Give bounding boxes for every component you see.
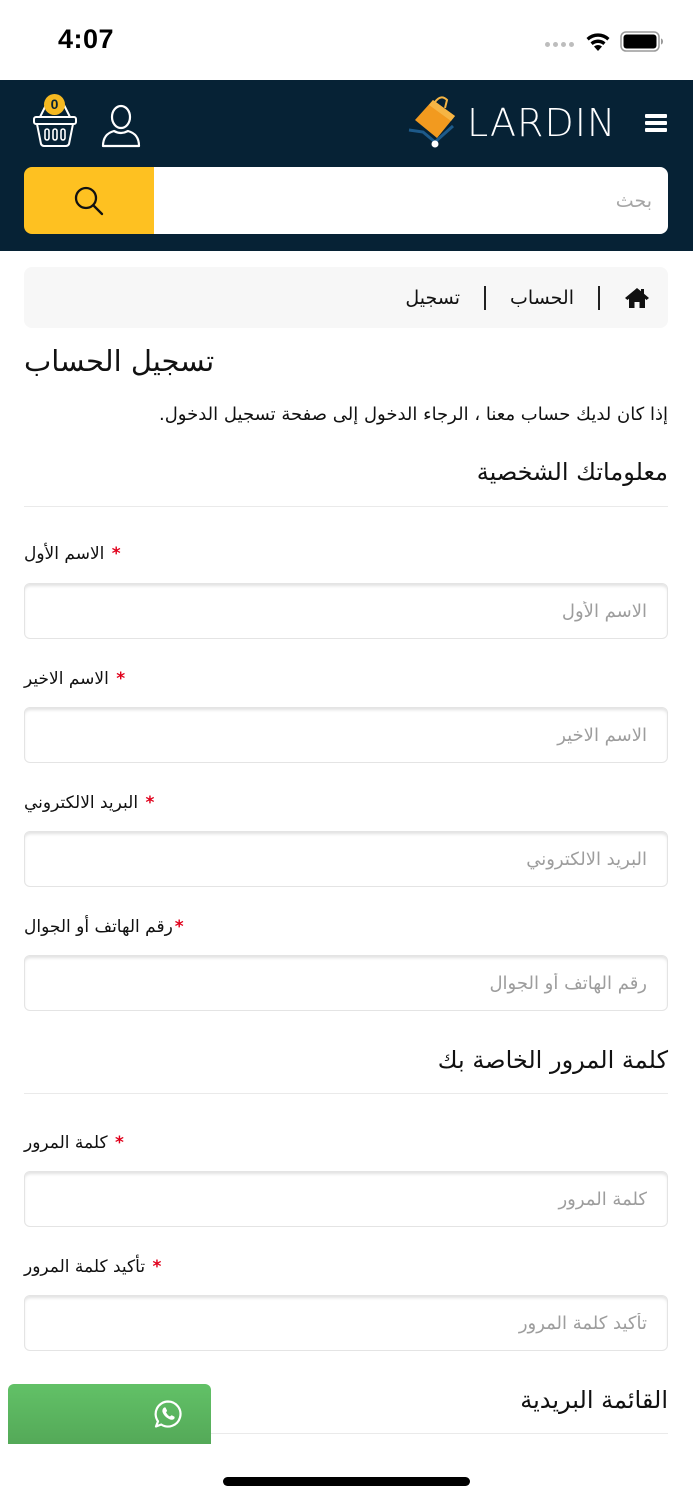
hamburger-menu-icon[interactable] bbox=[645, 114, 667, 134]
phone-label: *رقم الهاتف أو الجوال bbox=[24, 917, 184, 937]
email-label: * البريد الالكتروني bbox=[24, 793, 155, 813]
first-name-field[interactable] bbox=[24, 583, 668, 639]
confirm-password-field[interactable] bbox=[24, 1295, 668, 1351]
password-field[interactable] bbox=[24, 1171, 668, 1227]
last-name-label: * الاسم الاخير bbox=[24, 669, 126, 689]
breadcrumb-item-account[interactable]: الحساب bbox=[510, 286, 574, 309]
home-indicator bbox=[223, 1477, 470, 1486]
user-account-icon[interactable] bbox=[100, 104, 142, 148]
section-divider bbox=[24, 506, 668, 507]
breadcrumb-item-register[interactable]: تسجيل bbox=[405, 286, 461, 309]
last-name-field[interactable] bbox=[24, 707, 668, 763]
password-label: * كلمة المرور bbox=[24, 1133, 124, 1153]
status-bar bbox=[0, 0, 693, 80]
search-icon bbox=[72, 184, 106, 218]
cellular-signal-icon bbox=[545, 42, 574, 47]
search-bar bbox=[24, 167, 668, 234]
site-header bbox=[0, 80, 693, 251]
wifi-icon bbox=[584, 29, 612, 53]
section-title-personal-info: معلوماتك الشخصية bbox=[476, 458, 668, 486]
brand-name: LARDIN bbox=[467, 101, 617, 145]
search-button[interactable] bbox=[24, 167, 154, 234]
cart-button[interactable] bbox=[30, 93, 80, 148]
breadcrumb-separator bbox=[484, 286, 486, 310]
cart-count-badge: 0 bbox=[44, 94, 65, 115]
phone-field[interactable] bbox=[24, 955, 668, 1011]
battery-icon bbox=[620, 31, 664, 52]
whatsapp-chat-button[interactable] bbox=[8, 1384, 211, 1444]
login-hint-text: إذا كان لديك حساب معنا ، الرجاء الدخول إلى صفحة تسجيل الدخول. bbox=[159, 404, 668, 425]
breadcrumb bbox=[24, 267, 668, 328]
section-divider bbox=[24, 1093, 668, 1094]
section-title-password: كلمة المرور الخاصة بك bbox=[437, 1046, 668, 1074]
page-title: تسجيل الحساب bbox=[24, 344, 215, 378]
section-title-newsletter: القائمة البريدية bbox=[520, 1386, 668, 1414]
confirm-password-label: * تأكيد كلمة المرور bbox=[24, 1257, 162, 1277]
logo-bag-cart-icon bbox=[405, 94, 465, 152]
whatsapp-icon bbox=[153, 1399, 183, 1429]
email-field[interactable] bbox=[24, 831, 668, 887]
home-icon[interactable] bbox=[624, 287, 650, 309]
brand-logo[interactable] bbox=[405, 94, 620, 152]
search-input[interactable] bbox=[154, 167, 668, 234]
first-name-label: * الاسم الأول bbox=[24, 544, 121, 564]
status-time: 4:07 bbox=[58, 24, 115, 54]
breadcrumb-separator bbox=[598, 286, 600, 310]
